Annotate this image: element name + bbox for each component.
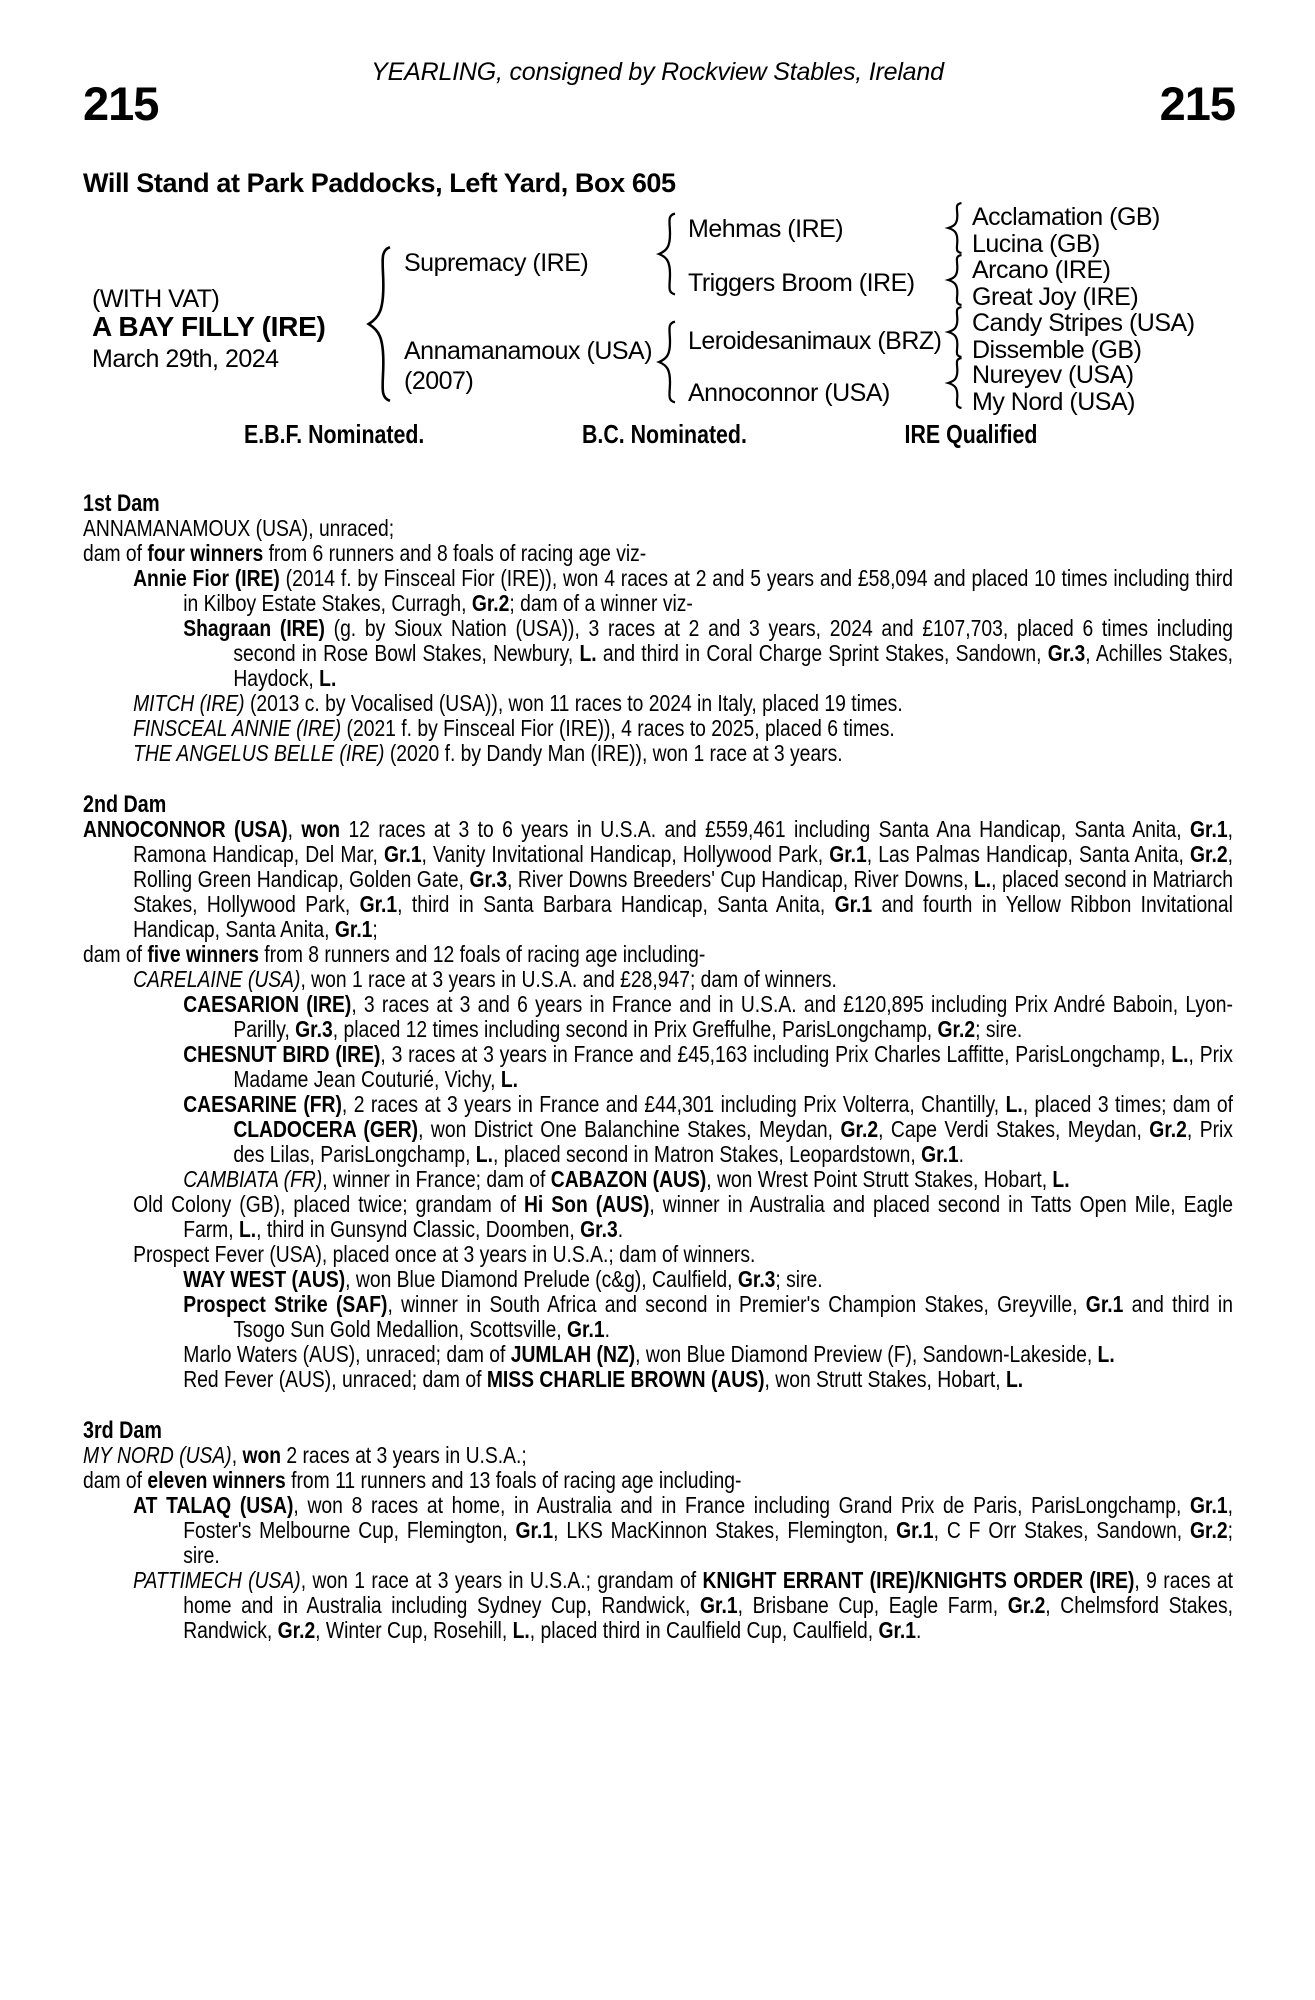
text-run: , Brisbane Cup, Eagle Farm, (737, 1592, 1008, 1618)
text-run: (g. by Sioux Nation (USA)), 3 races at 2 and 3 years, 2024 and £107,703, placed 6 times including second in Rose Bowl Stakes, Newbury, (233, 615, 1233, 666)
text-run: , Winter Cup, Rosehill, (315, 1617, 513, 1643)
text-run: Gr.3 (469, 866, 508, 892)
text-run: ; (372, 916, 378, 942)
pedigree-paragraph (83, 1042, 1233, 1092)
foal-date: March 29th, 2024 (92, 345, 279, 373)
text-run: , Las Palmas Handicap, Santa Anita, (866, 841, 1191, 867)
sire-name: Supremacy (IRE) (404, 249, 589, 277)
text-run: Prospect Fever (USA), placed once at 3 years in U.S.A.; dam of winners. (133, 1241, 756, 1267)
text-run: five winners (147, 941, 259, 967)
text-run: Prospect Strike (SAF) (183, 1291, 388, 1317)
text-run: Hi Son (AUS) (523, 1191, 650, 1217)
text-run: , Cape Verdi Stakes, Meydan, (878, 1116, 1150, 1142)
text-run: L. (579, 640, 597, 666)
pedigree-paragraph (83, 716, 1233, 741)
text-run: , River Downs Breeders' Cup Handicap, River Downs, (507, 866, 974, 892)
text-run: KNIGHT ERRANT (IRE)/KNIGHTS ORDER (IRE) (702, 1567, 1135, 1593)
pedigree-tree (0, 0, 1315, 420)
dam-section (83, 491, 1233, 766)
text-run: eleven winners (147, 1467, 286, 1493)
text-run: and third in Coral Charge Sprint Stakes, Sandown, (596, 640, 1048, 666)
text-run: Old Colony (GB), placed twice; grandam of (133, 1191, 524, 1217)
pedigree-paragraph (83, 541, 1233, 566)
stand-location: Will Stand at Park Paddocks, Left Yard, Box 605 (83, 168, 676, 198)
consignor-line: YEARLING, consigned by Rockview Stables, Ireland (371, 58, 944, 86)
text-run: (2020 f. by Dandy Man (IRE)), won 1 race at 3 years. (384, 740, 843, 766)
text-run: (2014 f. by Finsceal Fior (IRE)), won 4 races at 2 and 5 years and £58,094 and placed 10 times including third in Kilboy Estate Stakes, Curragh, (183, 565, 1233, 616)
nomination-ire: IRE Qualified (904, 419, 1038, 449)
text-run: (2013 c. by Vocalised (USA)), won 11 races to 2024 in Italy, placed 19 times. (244, 690, 903, 716)
text-run: FINSCEAL ANNIE (IRE) (133, 715, 342, 741)
text-run: L. (475, 1141, 493, 1167)
text-run: , Rolling Green Handicap, Golden Gate, (133, 841, 1233, 892)
text-run: , 9 races at home and in Australia including Sydney Cup, Randwick, (183, 1567, 1233, 1618)
text-run: Gr.1 (878, 1617, 917, 1643)
text-run: . (604, 1316, 610, 1342)
text-run: , 2 races at 3 years in France and £44,301 including Prix Volterra, Chantilly, (341, 1091, 1006, 1117)
granddam-maternal: Annoconnor (USA) (688, 379, 890, 407)
text-run: , won 1 race at 3 years in U.S.A. and £28,947; dam of winners. (300, 966, 837, 992)
text-run: Annie Fior (IRE) (133, 565, 280, 591)
text-run: , won Wrest Point Strutt Stakes, Hobart, (706, 1166, 1053, 1192)
horse-name: A BAY FILLY (IRE) (92, 311, 326, 342)
pedigree-paragraph (83, 1167, 1233, 1192)
granddam-paternal: Triggers Broom (IRE) (688, 269, 915, 297)
text-run: . (958, 1141, 965, 1167)
pedigree-paragraph (83, 1493, 1233, 1568)
text-run: ; dam of a winner viz- (509, 590, 693, 616)
text-run: L. (1005, 1091, 1023, 1117)
text-run: , third in Gunsynd Classic, Doomben, (256, 1216, 581, 1242)
pedigree-paragraph (83, 1267, 1233, 1292)
text-run: . (916, 1617, 922, 1643)
text-run: from 6 runners and 8 foals of racing age viz- (263, 540, 647, 566)
text-run: L. (1052, 1166, 1070, 1192)
text-run: , placed second in Matriarch Stakes, Hollywood Park, (133, 866, 1233, 917)
pedigree-brace-icon (944, 254, 964, 306)
text-run: won (242, 1442, 282, 1468)
pedigree-paragraph (83, 817, 1233, 942)
great-grandparent: My Nord (USA) (972, 388, 1135, 416)
pedigree-paragraph (83, 1342, 1233, 1367)
text-run: L. (1171, 1041, 1189, 1067)
pedigree-paragraph (83, 1292, 1233, 1342)
text-run: Gr.2 (1190, 841, 1228, 867)
text-run: Gr.2 (1190, 1517, 1228, 1543)
text-run: dam of (83, 941, 148, 967)
text-run: 12 races at 3 to 6 years in U.S.A. and £559,461 including Santa Ana Handicap, Santa Anita, (340, 816, 1191, 842)
great-grandparent: Lucina (GB) (972, 230, 1100, 258)
pedigree-brace-icon (362, 244, 394, 404)
great-grandparent: Dissemble (GB) (972, 336, 1142, 364)
lot-number-right: 215 (1159, 77, 1235, 130)
pedigree-paragraph (83, 942, 1233, 967)
text-run: Gr.1 (921, 1141, 959, 1167)
great-grandparent: Candy Stripes (USA) (972, 309, 1195, 337)
text-run: , Chelmsford Stakes, Randwick, (183, 1592, 1233, 1643)
dam-name: Annamanamoux (USA) (404, 337, 653, 365)
text-run: MITCH (IRE) (133, 690, 245, 716)
text-run: , Vanity Invitational Handicap, Hollywood Park, (421, 841, 830, 867)
text-run: won (301, 816, 341, 842)
text-run: , (287, 816, 302, 842)
text-run: , (231, 1442, 243, 1468)
text-run: ANNOCONNOR (USA) (83, 816, 288, 842)
text-run: , 3 races at 3 years in France and £45,163 including Prix Charles Laffitte, ParisLongchamp, (380, 1041, 1172, 1067)
pedigree-paragraph (83, 1192, 1233, 1242)
nomination-ebf: E.B.F. Nominated. (243, 419, 425, 449)
text-run: L. (500, 1066, 518, 1092)
text-run: CABAZON (AUS) (550, 1166, 707, 1192)
great-grandparent: Nureyev (USA) (972, 361, 1134, 389)
text-run: , Prix Madame Jean Couturié, Vichy, (233, 1041, 1233, 1092)
pedigree-paragraph (83, 992, 1233, 1042)
dam-section (83, 1418, 1233, 1643)
pedigree-brace-icon (654, 212, 678, 296)
text-run: Gr.2 (840, 1116, 879, 1142)
text-run: , third in Santa Barbara Handicap, Santa Anita, (397, 891, 835, 917)
pedigree-paragraph (83, 616, 1233, 691)
text-run: and fourth in Yellow Ribbon Invitational Handicap, Santa Anita, (133, 891, 1233, 942)
text-run: , won 8 races at home, in Australia and in France including Grand Prix de Paris, ParisLongchamp, (293, 1492, 1191, 1518)
text-run: ; sire. (975, 1016, 1023, 1042)
text-run: L. (319, 665, 337, 691)
text-run: CAMBIATA (FR) (183, 1166, 323, 1192)
text-run: Gr.1 (383, 841, 422, 867)
text-run: L. (1005, 1366, 1024, 1392)
great-grandparent: Acclamation (GB) (972, 203, 1160, 231)
text-run: ANNAMANAMOUX (USA), unraced; (83, 515, 395, 541)
pedigree-paragraph (83, 1092, 1233, 1167)
text-run: , winner in Australia and placed second in Tatts Open Mile, Eagle Farm, (183, 1191, 1233, 1242)
pedigree-paragraph (83, 1443, 1233, 1468)
text-run: Gr.2 (277, 1617, 316, 1643)
text-run: CAESARINE (FR) (183, 1091, 342, 1117)
text-run: Gr.1 (1190, 1492, 1228, 1518)
lot-number-left: 215 (83, 77, 159, 130)
text-run: Gr.3 (737, 1266, 776, 1292)
nominations-line (83, 419, 1233, 449)
text-run: Gr.1 (334, 916, 373, 942)
text-run: Shagraan (IRE) (183, 615, 325, 641)
text-run: , placed third in Caulfield Cup, Caulfield, (529, 1617, 879, 1643)
text-run: , 3 races at 3 and 6 years in France and in U.S.A. and £120,895 including Prix André Baboin, Lyon-Parilly, (233, 991, 1233, 1042)
pedigree-paragraph (83, 516, 1233, 541)
text-run: Gr.1 (834, 891, 873, 917)
text-run: CARELAINE (USA) (133, 966, 301, 992)
text-run: Gr.1 (359, 891, 398, 917)
text-run: Gr.1 (567, 1316, 605, 1342)
section-heading: 2nd Dam (83, 791, 167, 818)
text-run: , winner in France; dam of (322, 1166, 551, 1192)
text-run: L. (973, 866, 992, 892)
pedigree-paragraph (83, 967, 1233, 992)
pedigree-brace-icon (944, 306, 964, 358)
text-run: L. (238, 1216, 257, 1242)
text-run: ; sire. (775, 1266, 823, 1292)
text-run: CAESARION (IRE) (183, 991, 352, 1017)
text-run: Gr.2 (1007, 1592, 1046, 1618)
text-run: Gr.3 (580, 1216, 618, 1242)
text-run: from 11 runners and 13 foals of racing age including- (285, 1467, 742, 1493)
vat-note: (WITH VAT) (92, 285, 220, 313)
section-heading: 1st Dam (83, 490, 160, 517)
text-run: , Ramona Handicap, Del Mar, (133, 816, 1233, 867)
dam-year: (2007) (404, 367, 474, 395)
pedigree-paragraph (83, 1367, 1233, 1392)
text-run: MY NORD (USA) (83, 1442, 232, 1468)
text-run: , won District One Balanchine Stakes, Meydan, (418, 1116, 841, 1142)
text-run: , placed second in Matron Stakes, Leopardstown, (492, 1141, 922, 1167)
great-grandparent: Great Joy (IRE) (972, 283, 1139, 311)
text-run: Gr.1 (829, 841, 867, 867)
text-run: MISS CHARLIE BROWN (AUS) (486, 1366, 765, 1392)
text-run: CHESNUT BIRD (IRE) (183, 1041, 381, 1067)
text-run: , Prix des Lilas, ParisLongchamp, (233, 1116, 1233, 1167)
text-run: THE ANGELUS BELLE (IRE) (133, 740, 385, 766)
text-run: PATTIMECH (USA) (133, 1567, 301, 1593)
text-run: 2 races at 3 years in U.S.A.; (281, 1442, 527, 1468)
pedigree-paragraph (83, 1468, 1233, 1493)
text-run: Gr.1 (700, 1592, 738, 1618)
section-heading: 3rd Dam (83, 1417, 162, 1444)
text-run: , placed 12 times including second in Prix Greffulhe, ParisLongchamp, (332, 1016, 938, 1042)
pedigree-brace-icon (944, 357, 964, 409)
text-run: , C F Orr Stakes, Sandown, (933, 1517, 1191, 1543)
pedigree-paragraph (83, 566, 1233, 616)
text-run: , placed 3 times; dam of (1022, 1091, 1233, 1117)
text-run: Gr.3 (1047, 640, 1086, 666)
text-run: and third in Tsogo Sun Gold Medallion, Scottsville, (233, 1291, 1233, 1342)
text-run: Red Fever (AUS), unraced; dam of (183, 1366, 487, 1392)
text-run: Gr.1 (896, 1517, 934, 1543)
text-run: . (617, 1216, 624, 1242)
text-run: AT TALAQ (USA) (133, 1492, 294, 1518)
pedigree-paragraph (83, 691, 1233, 716)
text-run: ; sire. (183, 1517, 1233, 1568)
dam-sections (83, 491, 1233, 1643)
pedigree-brace-icon (944, 202, 964, 254)
grandsire-maternal: Leroidesanimaux (BRZ) (688, 327, 942, 355)
text-run: , LKS MacKinnon Stakes, Flemington, (553, 1517, 897, 1543)
text-run: Gr.2 (1149, 1116, 1187, 1142)
text-run: , won Blue Diamond Prelude (c&g), Caulfield, (345, 1266, 738, 1292)
text-run: Gr.2 (937, 1016, 976, 1042)
text-run: Gr.1 (1190, 816, 1228, 842)
catalogue-text-column (83, 419, 1233, 1669)
text-run: , won Blue Diamond Preview (F), Sandown-Lakeside, (635, 1341, 1098, 1367)
nomination-bc: B.C. Nominated. (581, 419, 747, 449)
pedigree-paragraph (83, 1568, 1233, 1643)
text-run: , Foster's Melbourne Cup, Flemington, (183, 1492, 1233, 1543)
text-run: Marlo Waters (AUS), unraced; dam of (183, 1341, 511, 1367)
text-run: WAY WEST (AUS) (183, 1266, 346, 1292)
pedigree-paragraph (83, 1242, 1233, 1267)
text-run: dam of (83, 540, 148, 566)
text-run: CLADOCERA (GER) (233, 1116, 419, 1142)
text-run: L. (1097, 1341, 1115, 1367)
great-grandparent: Arcano (IRE) (972, 256, 1111, 284)
text-run: JUMLAH (NZ) (510, 1341, 636, 1367)
pedigree-paragraph (83, 741, 1233, 766)
text-run: Gr.3 (295, 1016, 333, 1042)
text-run: , Achilles Stakes, Haydock, (233, 640, 1233, 691)
text-run: , won Strutt Stakes, Hobart, (764, 1366, 1006, 1392)
grandsire-paternal: Mehmas (IRE) (688, 215, 844, 243)
pedigree-brace-icon (654, 320, 678, 404)
text-run: Gr.2 (471, 590, 510, 616)
dam-section (83, 792, 1233, 1392)
text-run: , won 1 race at 3 years in U.S.A.; grandam of (300, 1567, 703, 1593)
text-run: dam of (83, 1467, 148, 1493)
text-run: Gr.1 (1085, 1291, 1124, 1317)
text-run: (2021 f. by Finsceal Fior (IRE)), 4 races to 2025, placed 6 times. (341, 715, 895, 741)
text-run: from 8 runners and 12 foals of racing age including- (258, 941, 706, 967)
text-run: , winner in South Africa and second in Premier's Champion Stakes, Greyville, (387, 1291, 1086, 1317)
text-run: L. (512, 1617, 530, 1643)
text-run: four winners (147, 540, 264, 566)
text-run: Gr.1 (515, 1517, 554, 1543)
